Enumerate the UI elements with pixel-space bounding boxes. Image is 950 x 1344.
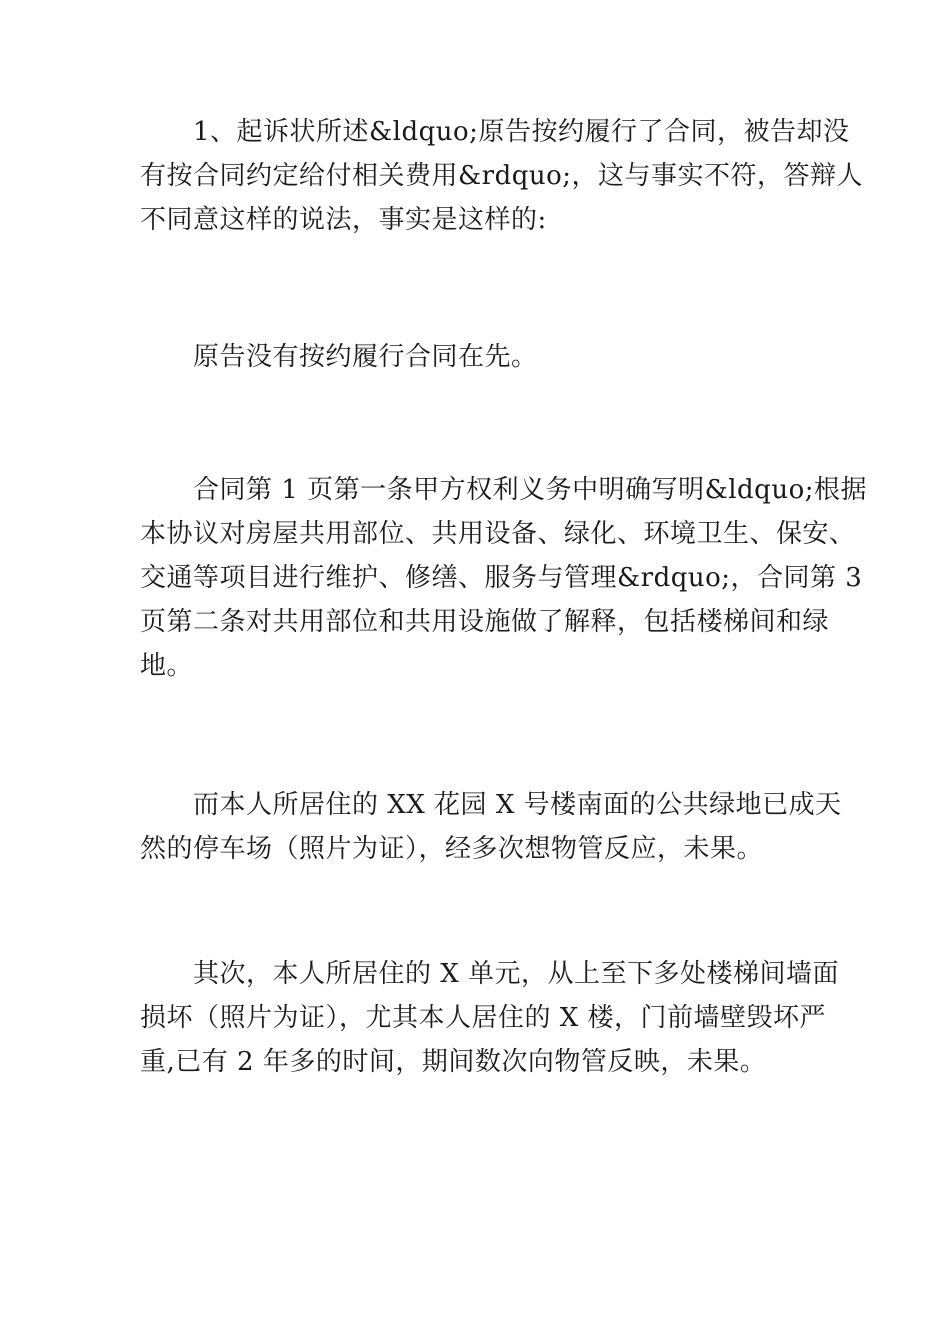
paragraph-1-line-2: 有按合同约定给付相关费用&rdquo;，这与事实不符，答辩人 <box>140 161 864 191</box>
paragraph-1-line-1: 1、起诉状所述&ldquo;原告按约履行了合同，被告却没 <box>140 117 850 147</box>
paragraph-5-line-1: 其次，本人所居住的 X 单元，从上至下多处楼梯间墙面 <box>140 959 840 989</box>
paragraph-3-line-3: 交通等项目进行维护、修缮、服务与管理&rdquo;，合同第 3 <box>140 563 863 593</box>
paragraph-3-line-4: 页第二条对共用部位和共用设施做了解释，包括楼梯间和绿 <box>140 607 830 637</box>
paragraph-3-line-1: 合同第 1 页第一条甲方权利义务中明确写明&ldquo;根据 <box>140 475 867 505</box>
paragraph-4-line-2: 然的停车场（照片为证），经多次想物管反应，未果。 <box>140 834 764 864</box>
paragraph-3-line-5: 地。 <box>140 651 194 681</box>
paragraph-3-line-2: 本协议对房屋共用部位、共用设备、绿化、环境卫生、保安、 <box>140 519 856 549</box>
paragraph-5-line-2: 损坏（照片为证），尤其本人居住的 X 楼，门前墙壁毁坏严 <box>140 1003 827 1033</box>
paragraph-4-line-1: 而本人所居住的 XX 花园 X 号楼南面的公共绿地已成天 <box>140 790 842 820</box>
paragraph-1-line-3: 不同意这样的说法，事实是这样的: <box>140 205 547 235</box>
paragraph-5-line-3: 重,已有 2 年多的时间，期间数次向物管反映，未果。 <box>140 1047 767 1077</box>
paragraph-2-line-1: 原告没有按约履行合同在先。 <box>140 342 538 372</box>
